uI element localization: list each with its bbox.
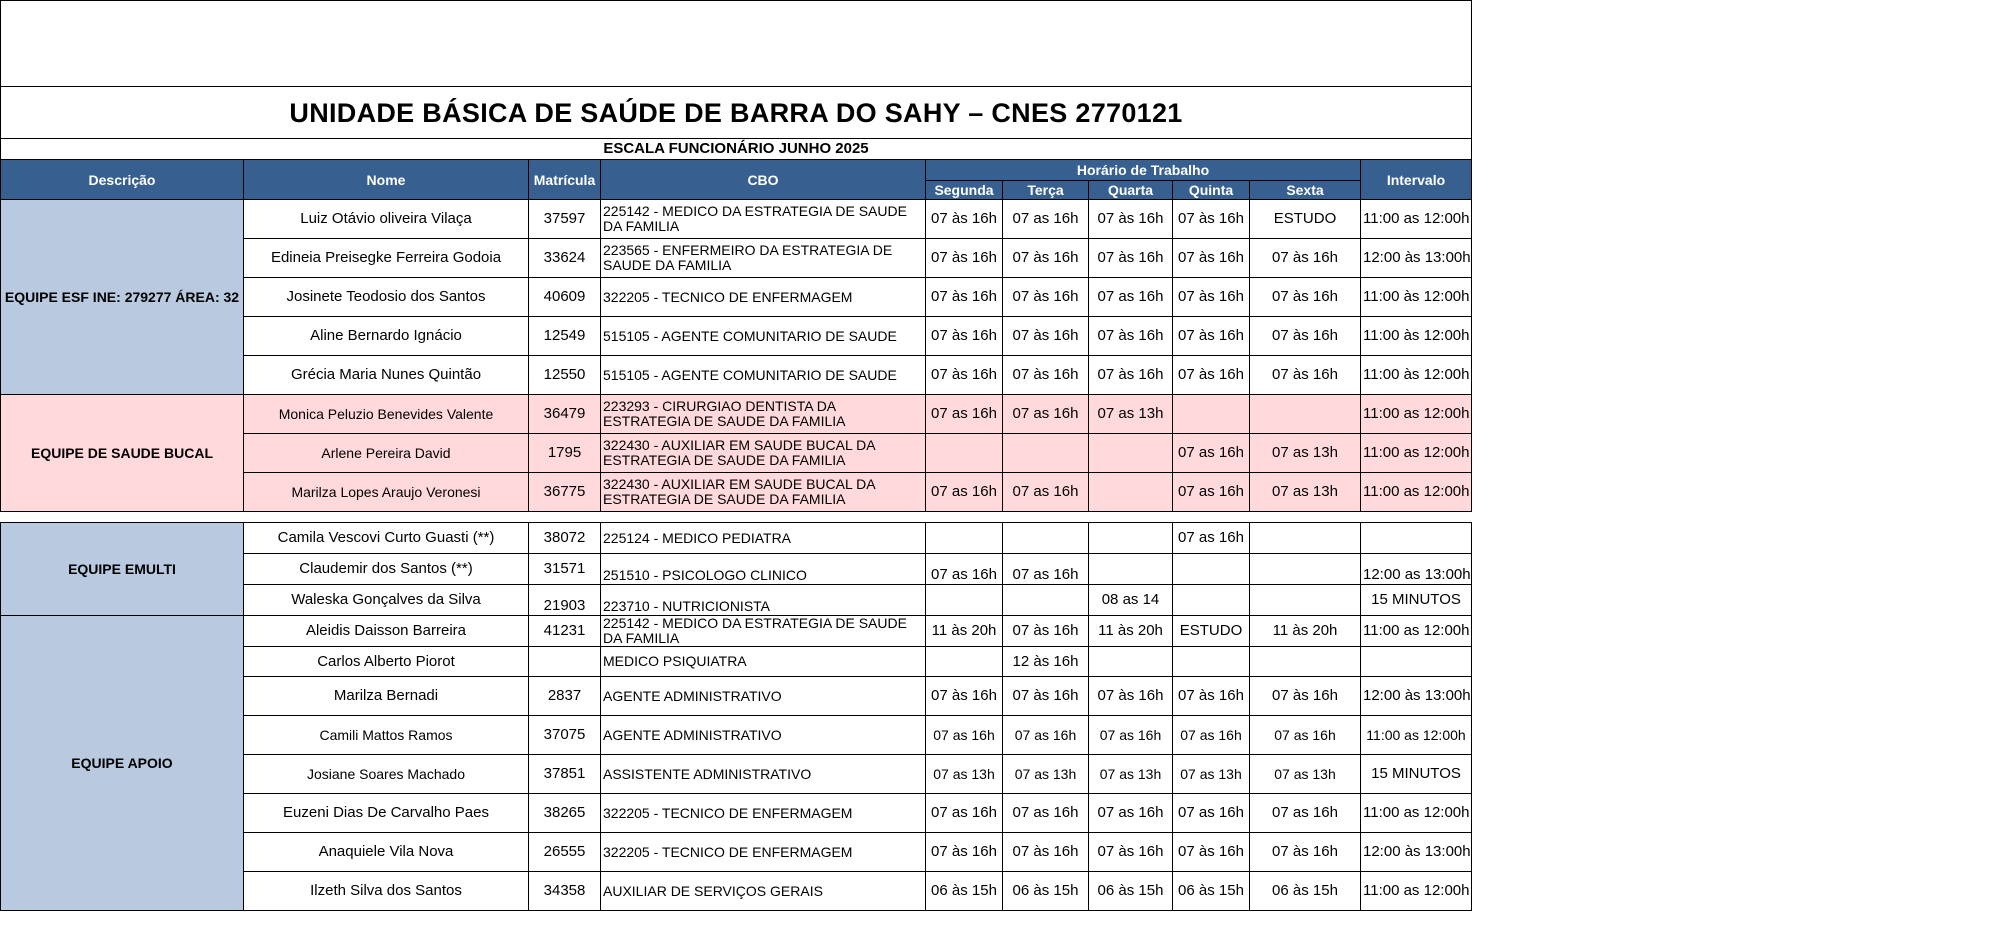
blank-cell[interactable] [1, 1, 1472, 87]
cell-cbo[interactable]: 322430 - AUXILIAR EM SAUDE BUCAL DA ESTRATEGIA DE SAUDE DA FAMILIA [601, 473, 926, 512]
header-intervalo[interactable]: Intervalo [1361, 160, 1472, 200]
cell-quinta[interactable]: 07 as 16h [1173, 523, 1250, 554]
cell-nome[interactable]: Waleska Gonçalves da Silva [244, 585, 529, 616]
cell-quinta[interactable]: 07 as 16h [1173, 716, 1250, 755]
cell-segunda[interactable] [926, 585, 1003, 616]
cell-matricula[interactable]: 21903 [529, 585, 601, 616]
cell-terca[interactable]: 07 às 16h [1003, 616, 1089, 647]
header-day[interactable]: Segunda [926, 181, 1003, 200]
cell-cbo[interactable]: 322430 - AUXILIAR EM SAUDE BUCAL DA ESTRATEGIA DE SAUDE DA FAMILIA [601, 434, 926, 473]
cell-terca[interactable]: 06 às 15h [1003, 872, 1089, 911]
cell-segunda[interactable]: 11 às 20h [926, 616, 1003, 647]
header-day[interactable]: Terça [1003, 181, 1089, 200]
cell-segunda[interactable]: 07 as 16h [926, 395, 1003, 434]
cell-matricula[interactable]: 34358 [529, 872, 601, 911]
cell-quarta[interactable]: 07 as 13h [1089, 755, 1173, 794]
cell-sexta[interactable]: 07 às 16h [1250, 278, 1361, 317]
cell-quarta[interactable]: 07 as 16h [1089, 716, 1173, 755]
cell-matricula[interactable]: 26555 [529, 833, 601, 872]
cell-segunda[interactable]: 07 às 16h [926, 833, 1003, 872]
cell-terca[interactable]: 07 às 16h [1003, 239, 1089, 278]
cell-quarta[interactable] [1089, 523, 1173, 554]
cell-sexta[interactable]: 07 às 16h [1250, 677, 1361, 716]
cell-matricula[interactable]: 12549 [529, 317, 601, 356]
cell-matricula[interactable] [529, 647, 601, 677]
spacer-cell [1, 512, 1472, 523]
header-day[interactable]: Quinta [1173, 181, 1250, 200]
cell-quinta[interactable]: 07 às 16h [1173, 356, 1250, 395]
cell-quarta[interactable] [1089, 473, 1173, 512]
cell-quinta[interactable]: 07 às 16h [1173, 278, 1250, 317]
cell-sexta[interactable] [1250, 523, 1361, 554]
cell-segunda[interactable]: 07 as 16h [926, 554, 1003, 585]
cell-terca[interactable]: 07 as 16h [1003, 200, 1089, 239]
cell-terca[interactable]: 07 as 16h [1003, 395, 1089, 434]
cell-nome[interactable]: Luiz Otávio oliveira Vilaça [244, 200, 529, 239]
cell-nome[interactable]: Marilza Lopes Araujo Veronesi [244, 473, 529, 512]
cell-segunda[interactable]: 07 as 16h [926, 794, 1003, 833]
cell-intervalo[interactable]: 12:00 as 13:00h [1361, 554, 1472, 585]
cell-intervalo[interactable]: 11:00 as 12:00h [1361, 716, 1472, 755]
cell-quarta[interactable]: 07 as 16h [1089, 278, 1173, 317]
cell-quarta[interactable]: 07 as 13h [1089, 395, 1173, 434]
cell-nome[interactable]: Grécia Maria Nunes Quintão [244, 356, 529, 395]
cell-cbo[interactable]: 225124 - MEDICO PEDIATRA [601, 523, 926, 554]
cell-segunda[interactable]: 07 as 13h [926, 755, 1003, 794]
cell-quinta[interactable]: 07 às 16h [1173, 677, 1250, 716]
table-row [1, 200, 1472, 239]
cell-quinta[interactable] [1173, 647, 1250, 677]
sheet-subtitle[interactable]: ESCALA FUNCIONÁRIO JUNHO 2025 [1, 139, 1472, 160]
cell-sexta[interactable] [1250, 395, 1361, 434]
cell-sexta[interactable]: 07 as 16h [1250, 794, 1361, 833]
cell-quinta[interactable]: 07 às 16h [1173, 239, 1250, 278]
cell-sexta[interactable]: ESTUDO [1250, 200, 1361, 239]
cell-sexta[interactable]: 07 as 13h [1250, 755, 1361, 794]
header-descricao[interactable]: Descrição [1, 160, 244, 200]
cell-matricula[interactable]: 36775 [529, 473, 601, 512]
cell-segunda[interactable]: 07 às 16h [926, 200, 1003, 239]
cell-quarta[interactable]: 07 as 16h [1089, 794, 1173, 833]
cell-quarta[interactable] [1089, 554, 1173, 585]
cell-intervalo[interactable]: 11:00 as 12:00h [1361, 200, 1472, 239]
group-label-esf[interactable]: EQUIPE ESF INE: 279277 ÁREA: 32 [1, 200, 244, 395]
cell-nome[interactable]: Marilza Bernadi [244, 677, 529, 716]
cell-cbo[interactable]: 515105 - AGENTE COMUNITARIO DE SAUDE [601, 317, 926, 356]
cell-sexta[interactable]: 07 as 16h [1250, 716, 1361, 755]
cell-cbo[interactable]: 225142 - MEDICO DA ESTRATEGIA DE SAUDE DA FAMILIA [601, 200, 926, 239]
cell-quinta[interactable]: 07 as 16h [1173, 473, 1250, 512]
cell-sexta[interactable]: 06 às 15h [1250, 872, 1361, 911]
header-nome[interactable]: Nome [244, 160, 529, 200]
header-day[interactable]: Sexta [1250, 181, 1361, 200]
cell-intervalo[interactable]: 11:00 as 12:00h [1361, 434, 1472, 473]
cell-cbo[interactable]: 223293 - CIRURGIAO DENTISTA DA ESTRATEGIA DE SAUDE DA FAMILIA [601, 395, 926, 434]
cell-nome[interactable]: Edineia Preisegke Ferreira Godoia [244, 239, 529, 278]
cell-nome[interactable]: Carlos Alberto Piorot [244, 647, 529, 677]
spacer-row [1, 512, 1472, 523]
cell-quarta[interactable]: 07 às 16h [1089, 833, 1173, 872]
cell-terca[interactable]: 07 às 16h [1003, 833, 1089, 872]
cell-terca[interactable]: 07 as 16h [1003, 716, 1089, 755]
cell-quinta[interactable]: 07 as 16h [1173, 794, 1250, 833]
cell-cbo[interactable]: 225142 - MEDICO DA ESTRATEGIA DE SAUDE DA FAMILIA [601, 616, 926, 647]
cell-matricula[interactable]: 12550 [529, 356, 601, 395]
cell-sexta[interactable] [1250, 647, 1361, 677]
cell-cbo[interactable]: 322205 - TECNICO DE ENFERMAGEM [601, 794, 926, 833]
cell-quinta[interactable] [1173, 554, 1250, 585]
cell-quarta[interactable] [1089, 647, 1173, 677]
cell-sexta[interactable]: 07 às 16h [1250, 833, 1361, 872]
cell-sexta[interactable]: 07 as 13h [1250, 473, 1361, 512]
table-row [1, 616, 1472, 647]
cell-intervalo[interactable]: 15 MINUTOS [1361, 585, 1472, 616]
cell-matricula[interactable]: 37851 [529, 755, 601, 794]
blank-header-row [1, 1, 1472, 87]
cell-sexta[interactable] [1250, 554, 1361, 585]
cell-terca[interactable]: 07 às 16h [1003, 317, 1089, 356]
cell-segunda[interactable]: 07 às 16h [926, 677, 1003, 716]
cell-terca[interactable] [1003, 523, 1089, 554]
cell-intervalo[interactable]: 11:00 às 12:00h [1361, 278, 1472, 317]
cell-segunda[interactable]: 07 às 16h [926, 356, 1003, 395]
cell-nome[interactable]: Camila Vescovi Curto Guasti (**) [244, 523, 529, 554]
cell-sexta[interactable]: 11 às 20h [1250, 616, 1361, 647]
cell-cbo[interactable]: ASSISTENTE ADMINISTRATIVO [601, 755, 926, 794]
table-row [1, 395, 1472, 434]
cell-terca[interactable]: 07 as 16h [1003, 473, 1089, 512]
header-row-1 [1, 160, 1472, 181]
table-row [1, 523, 1472, 554]
cell-quarta[interactable] [1089, 434, 1173, 473]
cell-nome[interactable]: Josinete Teodosio dos Santos [244, 278, 529, 317]
cell-segunda[interactable]: 07 às 16h [926, 239, 1003, 278]
cell-quarta[interactable]: 08 as 14 [1089, 585, 1173, 616]
cell-intervalo[interactable]: 11:00 as 12:00h [1361, 616, 1472, 647]
cell-cbo[interactable]: 515105 - AGENTE COMUNITARIO DE SAUDE [601, 356, 926, 395]
cell-matricula[interactable]: 38072 [529, 523, 601, 554]
cell-terca[interactable]: 07 as 16h [1003, 554, 1089, 585]
cell-intervalo[interactable]: 11:00 as 12:00h [1361, 473, 1472, 512]
cell-quinta[interactable]: 07 as 16h [1173, 434, 1250, 473]
cell-quarta[interactable]: 07 às 16h [1089, 239, 1173, 278]
cell-terca[interactable]: 07 às 16h [1003, 278, 1089, 317]
cell-segunda[interactable]: 07 às 16h [926, 317, 1003, 356]
header-horario[interactable]: Horário de Trabalho [926, 160, 1361, 181]
cell-sexta[interactable] [1250, 585, 1361, 616]
cell-intervalo[interactable]: 15 MINUTOS [1361, 755, 1472, 794]
cell-quarta[interactable]: 07 às 16h [1089, 317, 1173, 356]
cell-terca[interactable] [1003, 585, 1089, 616]
title-row [1, 87, 1472, 139]
subtitle-row [1, 139, 1472, 160]
sheet-title[interactable]: UNIDADE BÁSICA DE SAÚDE DE BARRA DO SAHY – CNES 2770121 [1, 87, 1472, 139]
group-label-apoio[interactable]: EQUIPE APOIO [1, 616, 244, 911]
cell-quinta[interactable]: 07 as 13h [1173, 755, 1250, 794]
cell-matricula[interactable]: 36479 [529, 395, 601, 434]
cell-segunda[interactable]: 07 as 16h [926, 716, 1003, 755]
cell-cbo[interactable]: AGENTE ADMINISTRATIVO [601, 677, 926, 716]
cell-intervalo[interactable]: 12:00 às 13:00h [1361, 833, 1472, 872]
cell-segunda[interactable] [926, 434, 1003, 473]
cell-matricula[interactable]: 37075 [529, 716, 601, 755]
cell-quinta[interactable]: ESTUDO [1173, 616, 1250, 647]
cell-segunda[interactable]: 06 às 15h [926, 872, 1003, 911]
cell-intervalo[interactable]: 11:00 as 12:00h [1361, 794, 1472, 833]
cell-terca[interactable]: 07 as 13h [1003, 755, 1089, 794]
header-day[interactable]: Quarta [1089, 181, 1173, 200]
cell-sexta[interactable]: 07 as 13h [1250, 434, 1361, 473]
cell-matricula[interactable]: 31571 [529, 554, 601, 585]
cell-nome[interactable]: Arlene Pereira David [244, 434, 529, 473]
cell-terca[interactable]: 12 às 16h [1003, 647, 1089, 677]
cell-matricula[interactable]: 2837 [529, 677, 601, 716]
cell-segunda[interactable] [926, 647, 1003, 677]
cell-intervalo[interactable]: 12:00 às 13:00h [1361, 239, 1472, 278]
cell-intervalo[interactable]: 11:00 às 12:00h [1361, 317, 1472, 356]
cell-sexta[interactable]: 07 às 16h [1250, 317, 1361, 356]
cell-quinta[interactable] [1173, 585, 1250, 616]
cell-intervalo[interactable]: 12:00 às 13:00h [1361, 677, 1472, 716]
cell-cbo[interactable]: 251510 - PSICOLOGO CLINICO [601, 554, 926, 585]
cell-matricula[interactable]: 1795 [529, 434, 601, 473]
cell-cbo[interactable]: AUXILIAR DE SERVIÇOS GERAIS [601, 872, 926, 911]
cell-cbo[interactable]: 223710 - NUTRICIONISTA [601, 585, 926, 616]
cell-sexta[interactable]: 07 às 16h [1250, 239, 1361, 278]
cell-nome[interactable]: Camili Mattos Ramos [244, 716, 529, 755]
cell-cbo[interactable]: 322205 - TECNICO DE ENFERMAGEM [601, 833, 926, 872]
cell-quinta[interactable]: 07 às 16h [1173, 317, 1250, 356]
cell-quarta[interactable]: 07 às 16h [1089, 200, 1173, 239]
cell-terca[interactable] [1003, 434, 1089, 473]
cell-quarta[interactable]: 11 às 20h [1089, 616, 1173, 647]
cell-segunda[interactable]: 07 as 16h [926, 473, 1003, 512]
cell-matricula[interactable]: 33624 [529, 239, 601, 278]
cell-nome[interactable]: Claudemir dos Santos (**) [244, 554, 529, 585]
cell-nome[interactable]: Aleidis Daisson Barreira [244, 616, 529, 647]
cell-quinta[interactable]: 06 às 15h [1173, 872, 1250, 911]
cell-intervalo[interactable]: 11:00 às 12:00h [1361, 356, 1472, 395]
cell-nome[interactable]: Aline Bernardo Ignácio [244, 317, 529, 356]
cell-terca[interactable]: 07 às 16h [1003, 356, 1089, 395]
cell-quarta[interactable]: 07 às 16h [1089, 677, 1173, 716]
cell-nome[interactable]: Monica Peluzio Benevides Valente [244, 395, 529, 434]
header-matricula[interactable]: Matrícula [529, 160, 601, 200]
cell-terca[interactable]: 07 às 16h [1003, 677, 1089, 716]
group-label-emulti[interactable]: EQUIPE EMULTI [1, 523, 244, 616]
cell-nome[interactable]: Euzeni Dias De Carvalho Paes [244, 794, 529, 833]
cell-intervalo[interactable]: 11:00 as 12:00h [1361, 872, 1472, 911]
cell-nome[interactable]: Josiane Soares Machado [244, 755, 529, 794]
cell-quinta[interactable]: 07 às 16h [1173, 200, 1250, 239]
cell-segunda[interactable] [926, 523, 1003, 554]
header-cbo[interactable]: CBO [601, 160, 926, 200]
cell-intervalo[interactable]: 11:00 as 12:00h [1361, 395, 1472, 434]
cell-matricula[interactable]: 38265 [529, 794, 601, 833]
cell-intervalo[interactable] [1361, 647, 1472, 677]
cell-quarta[interactable]: 07 às 16h [1089, 356, 1173, 395]
cell-cbo[interactable]: 322205 - TECNICO DE ENFERMAGEM [601, 278, 926, 317]
cell-quinta[interactable]: 07 às 16h [1173, 833, 1250, 872]
cell-sexta[interactable]: 07 às 16h [1250, 356, 1361, 395]
cell-matricula[interactable]: 41231 [529, 616, 601, 647]
cell-matricula[interactable]: 40609 [529, 278, 601, 317]
cell-terca[interactable]: 07 as 16h [1003, 794, 1089, 833]
cell-quinta[interactable] [1173, 395, 1250, 434]
cell-quarta[interactable]: 06 às 15h [1089, 872, 1173, 911]
cell-matricula[interactable]: 37597 [529, 200, 601, 239]
group-label-bucal[interactable]: EQUIPE DE SAUDE BUCAL [1, 395, 244, 512]
cell-nome[interactable]: Ilzeth Silva dos Santos [244, 872, 529, 911]
cell-segunda[interactable]: 07 às 16h [926, 278, 1003, 317]
cell-intervalo[interactable] [1361, 523, 1472, 554]
cell-cbo[interactable]: AGENTE ADMINISTRATIVO [601, 716, 926, 755]
cell-cbo[interactable]: 223565 - ENFERMEIRO DA ESTRATEGIA DE SAUDE DA FAMILIA [601, 239, 926, 278]
cell-nome[interactable]: Anaquiele Vila Nova [244, 833, 529, 872]
cell-cbo[interactable]: MEDICO PSIQUIATRA [601, 647, 926, 677]
